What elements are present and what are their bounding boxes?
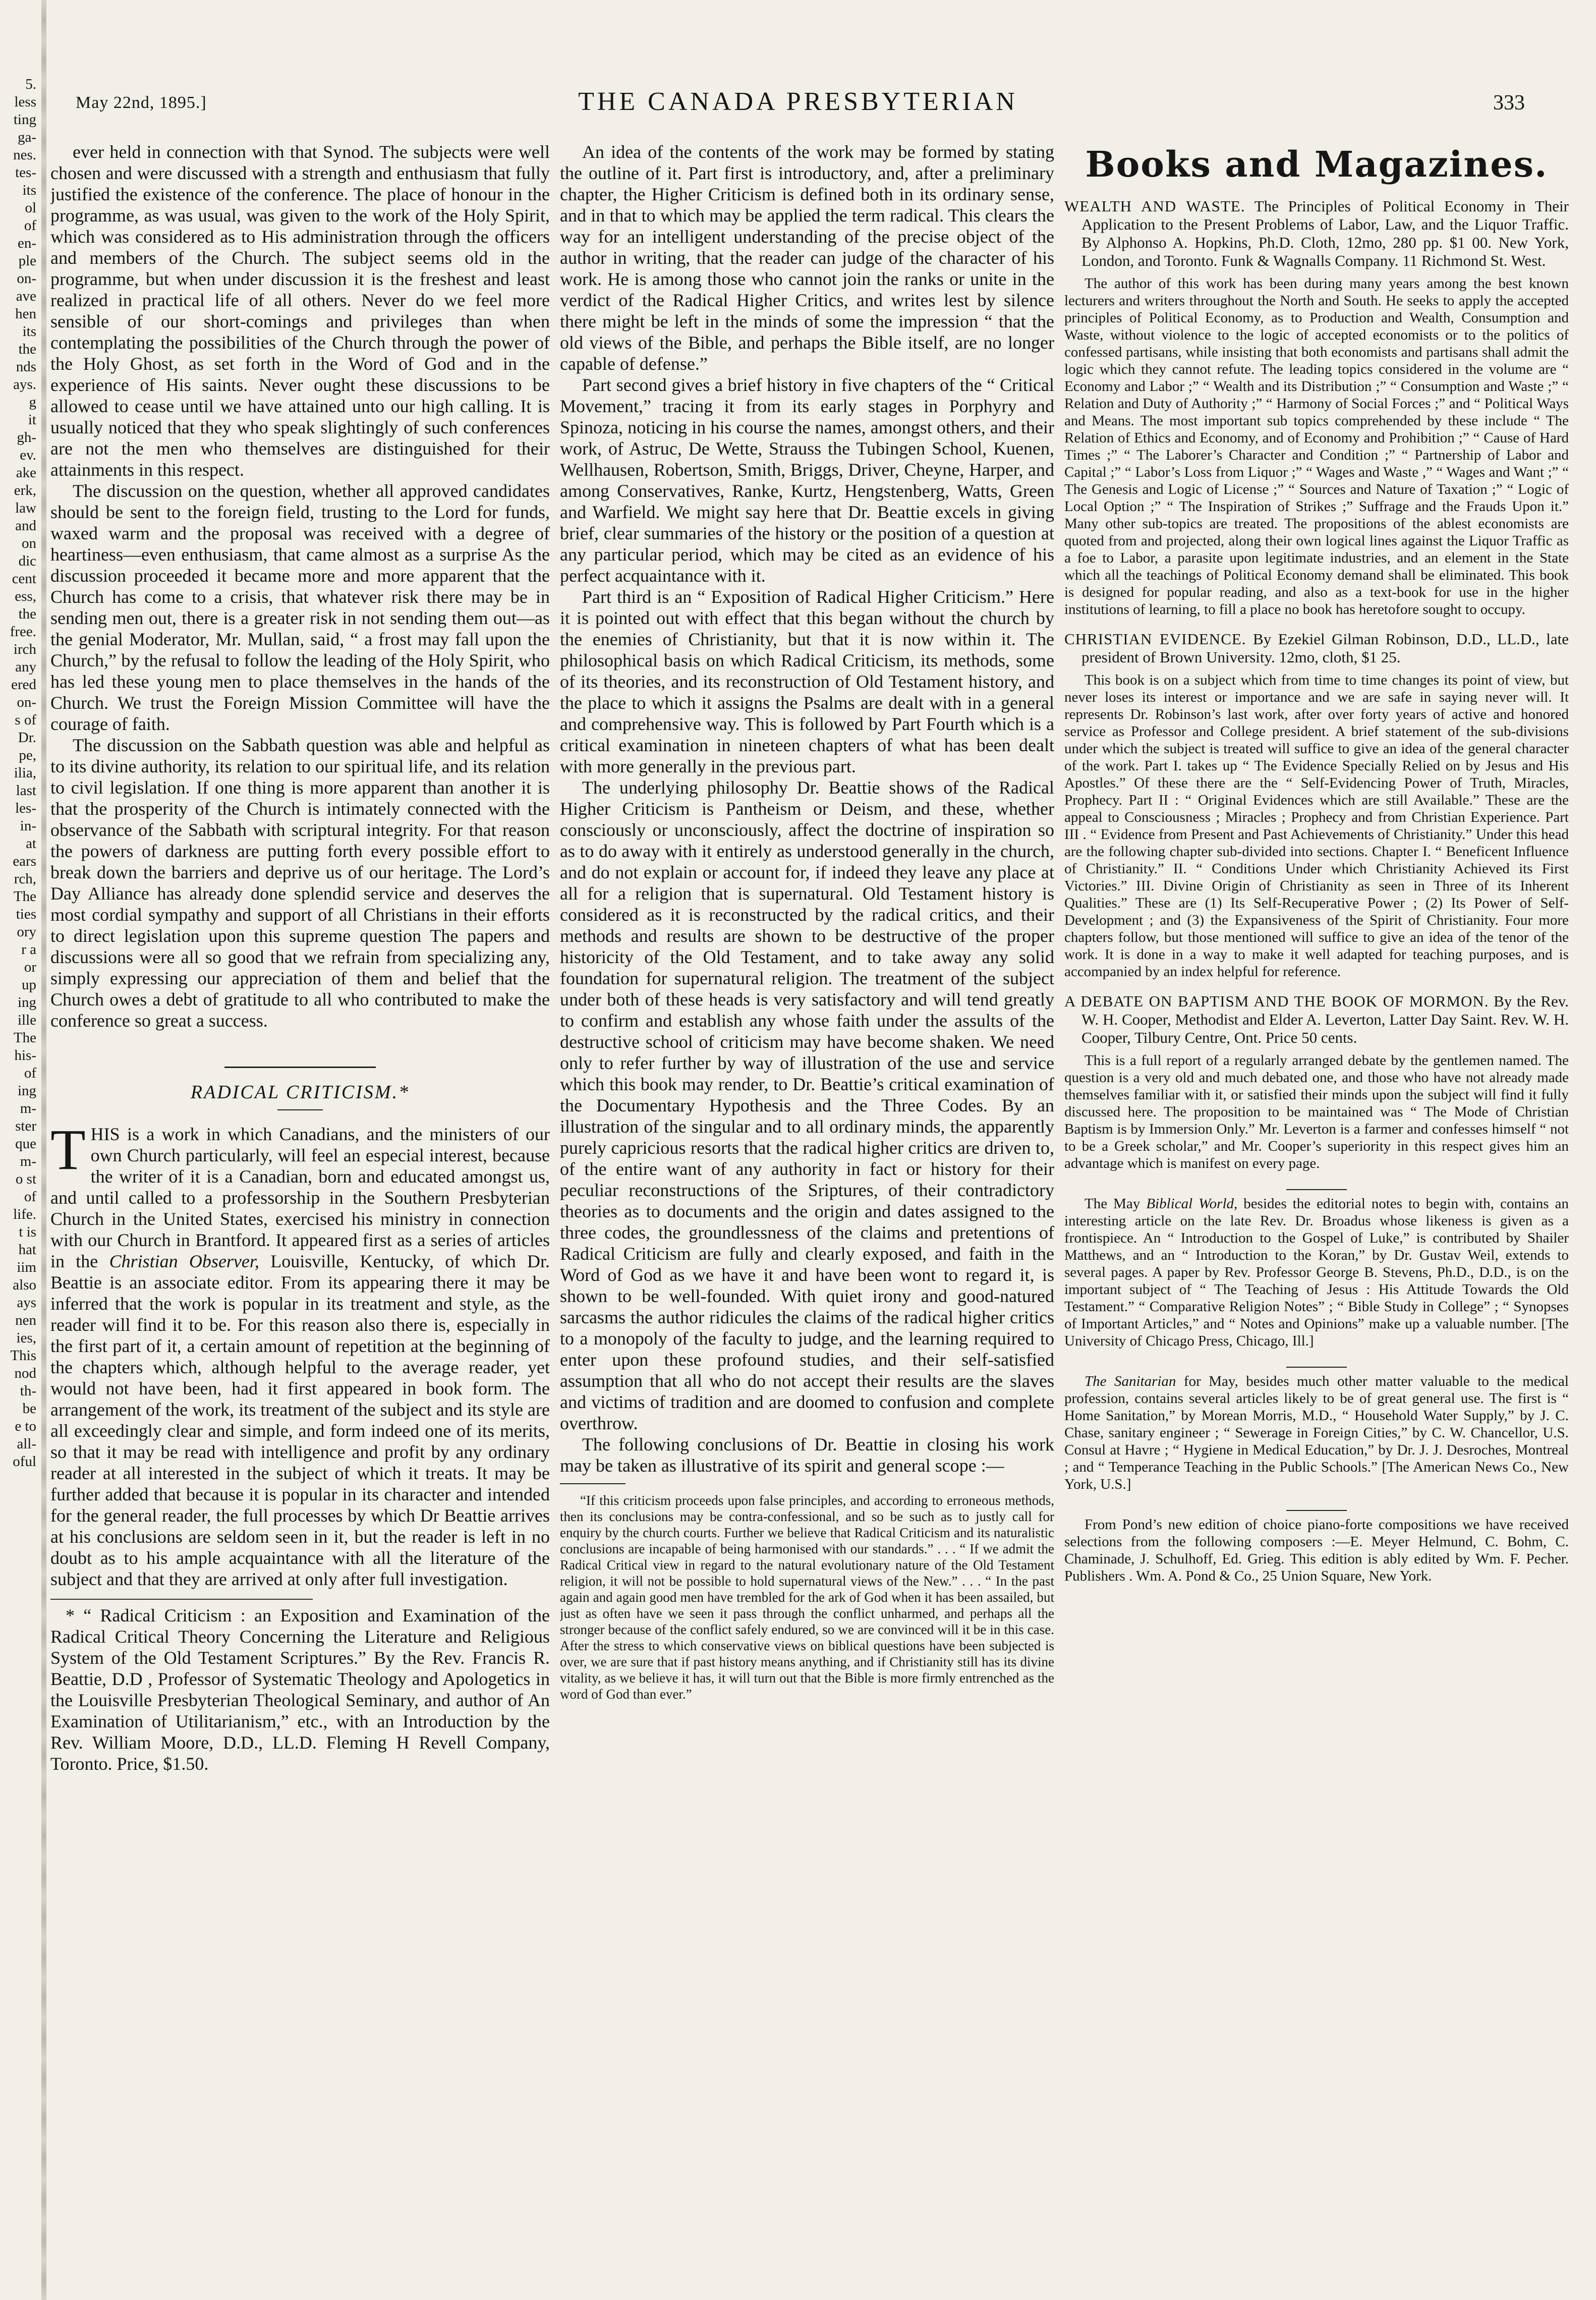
- bleed-fragment: his-: [14, 1047, 36, 1063]
- bleed-fragment: les-: [15, 800, 36, 816]
- bleed-fragment: dic: [18, 553, 36, 569]
- book-details: The Principles of Political Economy in Their Application to the Present Problems of Labor, Law, and the Liquor Traffic. By Alphonso A. Hopkins, Ph.D. Cloth, 12mo, 280 pp. $1 00. New York, London, and Toronto. Funk & Wagnalls Company. 11 Richmond St. West.: [1081, 197, 1569, 269]
- bleed-fragment: or: [24, 959, 36, 975]
- bleed-fragment: on-: [17, 694, 36, 710]
- bleed-fragment: ays: [17, 1295, 36, 1311]
- bleed-fragment: law: [15, 500, 36, 516]
- bleed-fragment: Dr.: [18, 730, 36, 746]
- bleed-fragment: in-: [20, 818, 36, 834]
- bleed-fragment: ays.: [13, 376, 36, 392]
- article-paragraph: The discussion on the question, whether all approved candidates should be sent to the foreign field, trusting to the Lord for funds, waxed warm and the proposal was received with a degree of heartiness—even enthusiasm, that came almost as a surprise As the discussion proceeded it became more and more apparent that the Church has come to a crisis, that whatever risk there may be in sending men out, there is a greater risk in not sending them out—as the genial Moderator, Mr. Mullan, said, “ a frost may fall upon the Church,” by the refusal to follow the leading of the Holy Spirit, who has led these young men to place themselves in the hands of the Church. We trust the Foreign Mission Committee will have the courage of faith.: [50, 481, 550, 734]
- bleed-fragment: ears: [13, 853, 36, 869]
- bleed-fragment: erk,: [14, 482, 36, 498]
- article-paragraph: The underlying philosophy Dr. Beattie shows of the Radical Higher Criticism is Pantheism or Deism, and these, whether consciously or unconsciously, affect the doctrine of inspiration so as to do away with it entirely as understood generally in the church, and do not explain or account for, if indeed they leave any place at all for a religion that is supernatural. Old Testament history is considered as it is reconstructed by the radical critics, and their methods and results are shown to be destructive of the proper historicity of the Old Testament, and to take away any solid foundation for supernatural religion. The treatment of the subject under both of these heads is very satisfactory and will tend greatly to confirm and establish any whose faith under the assults of the destructive school of criticism may have become shaken. We need only to refer further by way of illustration of the use and service which this book may render, to Dr. Beattie’s critical examination of the Documentary Hypothesis and the Three Codes. By an illustration of the singular and to all ordinary minds, the apparently purely capricious resorts that the radical higher critics are driven to, of the entire want of any authority in fact or history for their peculiar reconstructions of the Sriptures, of their contradictory theories as to documents and the origin and dates assigned to the three codes, the groundlessness of the claims and pretentions of Radical Criticism are fully and clearly exposed, and faith in the Word of God as we have it and have been wont to regard it, is shown to be well-founded. With quiet irony and good-natured sarcasms the author ridicules the claims of the radical higher critics to a monopoly of the faculty to judge, and the learning required to enter upon these profound studies, and their self-satisfied assumption that all who do not accept their results are the slaves and victims of tradition and are doomed to confusion and complete overthrow.: [560, 777, 1054, 1433]
- section-rule: [1286, 1189, 1347, 1190]
- bleed-fragment: ave: [16, 288, 36, 304]
- bleed-fragment: tes-: [15, 164, 36, 181]
- bleed-fragment: the: [18, 341, 36, 357]
- bleed-fragment: be: [22, 1400, 36, 1417]
- bleed-fragment: iim: [17, 1259, 36, 1275]
- bleed-fragment: its: [22, 323, 36, 340]
- bleed-fragment: ing: [17, 1083, 36, 1099]
- footnote: * “ Radical Criticism : an Exposition and Examination of the Radical Critical Theory Concerning the Literature and Religious System of the Old Testament Scriptures.” By the Rev. Francis R. Beattie, D.D , Professor of Systematic Theology and Apologetics in the Louisville Presbyterian Theological Seminary, and author of An Examination of Utilitarianism,” etc., with an Introduction by the Rev. William Moore, D.D., LL.D. Fleming H Revell Company, Toronto. Price, $1.50.: [50, 1605, 550, 1774]
- bleed-fragment: of: [24, 1065, 36, 1081]
- bleed-fragment: any: [15, 659, 36, 675]
- book-details: By the Rev. W. H. Cooper, Methodist and Elder A. Leverton, Latter Day Saint. Rev. W. H. Cooper, Tilbury Centre, Ont. Price 50 cents.: [1081, 992, 1569, 1046]
- bleed-fragment: its: [22, 182, 36, 198]
- bleed-fragment: ting: [13, 111, 36, 128]
- bleed-fragment: The: [13, 1030, 36, 1046]
- radical-criticism-intro: [50, 1117, 550, 1590]
- masthead-title: THE CANADA PRESBYTERIAN: [578, 87, 1018, 116]
- bleed-fragment: ple: [18, 253, 36, 269]
- article-paragraph: The following conclusions of Dr. Beattie in closing his work may be taken as illustrative of its spirit and general scope :—: [560, 1434, 1054, 1476]
- magazine-notice: [1064, 1195, 1569, 1350]
- previous-page-bleed: [0, 76, 41, 2245]
- article-paragraph: The discussion on the Sabbath question was able and helpful as to its divine authority, its relation to our spiritual life, and its relation to civil legislation. If one thing is more apparent than another it is that the prosperity of the Church is intimately connected with the observance of the Sabbath with scriptural integrity. For that reason the powers of darkness are putting forth every possible effort to break down the barriers and deprive us of our heritage. The Lord’s Day Alliance has already done splendid service and deserves the most cordial sympathy and support of all Christians in their efforts to direct legislation upon this supreme question The papers and discussions were all so good that we refrain from specializing any, simply expressing our appreciation of them and belief that the Church owes a debt of gratitude to all who contributed to make the conference so great a success.: [50, 735, 550, 1031]
- bleed-fragment: ess,: [15, 588, 36, 604]
- article-paragraph: An idea of the contents of the work may be formed by stating the outline of it. Part first is introductory, and, after a preliminary chapter, the Higher Criticism is defined both in its ordinary sense, and in that to which may be applied the term radical. This clears the way for an intelligent understanding of the precise object of the author in writing, that the reader can judge of the character of his work. He is among those who cannot join the ranks or unite in the verdict of the Radical Higher Critics, and writes lest by silence there might be left in the minds of some the impression “ that the old views of the Bible, and perhaps the Bible itself, are no longer capable of defense.”: [560, 142, 1054, 374]
- bleed-fragment: r a: [21, 941, 36, 958]
- book-entry-heading: [1064, 197, 1569, 270]
- page-spine: [41, 0, 46, 2300]
- intro-text-cont: Louisville, Kentucky, of which Dr. Beattie is an associate editor. From its appearing there it may be inferred that the work is popular in its treatment and style, as the reader will find it to be. For this reason also there is, especially in the first part of it, a certain amount of repetition at the beginning of the chapters which, although helpful to the average reader, yet would not have been, had it first appeared in book form. The arrangement of the work, its treatment of the subject and its style are all exceedingly clear and simple, and form indeed one of its merits, so that it may be read with intelligence and profit by any ordinary reader at all interested in the subject of which it treats. It may be further added that because it is popular in its character and intended for the general reader, the full processes by which Dr Beattie arrives at his conclusions are seldom seen in it, but the reader is left in no doubt as to his ample acquaintance with all the literature of the subject and that they are arrived at only after full investigation.: [50, 1251, 550, 1589]
- column-middle: [560, 141, 1054, 2270]
- bleed-fragment: m-: [20, 1153, 36, 1169]
- page-number: 333: [1493, 91, 1525, 115]
- bleed-fragment: e to: [15, 1418, 36, 1434]
- bleed-fragment: g: [29, 394, 36, 410]
- quote-rule: [560, 1483, 625, 1484]
- notice-text: The May: [1085, 1196, 1147, 1212]
- issue-date: May 22nd, 1895.]: [76, 93, 207, 112]
- column-left: [50, 141, 550, 2270]
- bleed-fragment: it: [28, 412, 36, 428]
- book-title: WEALTH AND WASTE.: [1064, 197, 1245, 215]
- notice-text: for May, besides much other matter valuable to the medical profession, contains several articles likely to be of great general use. The first is “ Home Sanitation,” by Morean Morris, M.D., “ Household Water Supply,” by J. C. Chase, sanitary engineer ; “ Sewerage in Foreign Cities,” by C. W. Chancellor, U.S. Consul at Havre ; “ Hygiene in Medical Education,” by Dr. J. J. Desroches, Montreal ; and “ Temperance Teaching in the Public Schools.” [The American News Co., New York, U.S.]: [1064, 1373, 1569, 1492]
- bleed-fragment: m-: [20, 1100, 36, 1116]
- bleed-fragment: of: [24, 217, 36, 234]
- bleed-fragment: ies,: [16, 1330, 36, 1346]
- publication-name: Christian Observer,: [109, 1251, 259, 1271]
- bleed-fragment: hen: [15, 306, 36, 322]
- bleed-fragment: ered: [11, 677, 36, 693]
- bleed-fragment: and: [15, 518, 36, 534]
- book-entry-heading: [1064, 630, 1569, 666]
- bleed-fragment: que: [15, 1136, 36, 1152]
- magazine-title: Biblical World,: [1146, 1196, 1238, 1212]
- bleed-fragment: gh-: [17, 429, 36, 445]
- bleed-fragment: ilia,: [14, 765, 36, 781]
- article-paragraph: Part second gives a brief history in five chapters of the “ Critical Movement,” tracing it from its early stages in Porphyry and Spinoza, noticing in his course the names, amongst others, and their work, of Astruc, De Wette, Strauss the Tubingen School, Kuenen, Wellhausen, Robertson, Smith, Briggs, Driver, Cheyne, Harper, and among Conservatives, Ranke, Kurtz, Hengstenberg, Watts, Green and Warfield. We might say here that Dr. Beattie excels in giving brief, clear summaries of the history or the position of a question at any particular period, which may be cited as an evidence of his perfect acquaintance with it.: [560, 375, 1054, 586]
- books-and-magazines-heading: Books and Magazines.: [1085, 143, 1548, 185]
- footnote-rule: [50, 1599, 313, 1605]
- book-review: This book is on a subject which from time to time changes its point of view, but never loses its interest or importance and we are safe in saying never will. It represents Dr. Robinson’s last work, after over forty years of active and honored service as Professor and College president. A brief statement of the sub-divisions under which the subject is treated will suffice to give an idea of the general character of the work. Part I. takes up “ The Evidence Specially Relied on by Jesus and His Apostles.” Of these there are the “ Self-Evidencing Power of Truth, Miracles, Prophecy. Part II : “ Original Evidences which are still Available.” These are the appeal to Consciousness ; Miracles ; Prophecy and from Christian Experience. Part III . “ Evidence from Present and Past Achievements of Christianity.” Under this head are the following chapter sub-divided into sections. Chapter I. “ Beneficent Influence of Christianity.” II. “ Conditions Under which Christianity Achieved its First Victories.” III. Divine Origin of Christianity as seen in Three of its Inherent Qualities.” These are (1) Its Self-Recuperative Power ; (2) Its Power of Self-Development ; and (3) the Expansiveness of the Spirit of Christianity. Four more chapters follow, but those mentioned will suffice to give an idea of the tenor of the work. It is done in a way to make it well adapted for teaching purposes, and is accompanied by an index helpful for reference.: [1064, 672, 1569, 980]
- bleed-fragment: ing: [17, 994, 36, 1011]
- section-rule: [1286, 1510, 1347, 1511]
- book-entry-heading: [1064, 992, 1569, 1047]
- magazine-title: The Sanitarian: [1085, 1373, 1176, 1389]
- article-paragraph: ever held in connection with that Synod. The subjects were well chosen and were discussed with a strength and enthusiasm that fully justified the existence of the conference. The place of honour in the programme, as was usual, was given to the work of the Holy Spirit, which was considered as to His administration through the officers and members of the Church. The subject seems old in the programme, but when under discussion it is the freshest and least realized in practical life of all others. Never do we feel more sensible of our short-comings and privileges than when contemplating the possibilities of the Church through the power of the Holy Ghost, as set forth in the Word of God and in the experience of His saints. Never ought these discussions to be allowed to cease until we have attained unto our high calling. It is usually noticed that they who speak slightingly of such conferences are not the men who themselves are distinguished for their attainments in this respect.: [50, 142, 550, 480]
- book-review: This is a full report of a regularly arranged debate by the gentlemen named. The question is a very old and much debated one, and those who have not already made themselves familiar with it, or satisfied their minds upon the subject will find it fully discussed here. The proposition to be maintained was “ The Mode of Christian Baptism is by Immersion Only.” Mr. Leverton is a farmer and confesses himself “ not to be a Greek scholar,” and Mr. Cooper’s superiority in this respect gives him an advantage which is manifest on every page.: [1064, 1052, 1569, 1171]
- bleed-fragment: of: [24, 1189, 36, 1205]
- bleed-fragment: ga-: [17, 129, 36, 145]
- bleed-fragment: ake: [16, 465, 36, 481]
- bleed-fragment: th-: [20, 1383, 36, 1399]
- bleed-fragment: nes.: [13, 147, 36, 163]
- bleed-fragment: ory: [17, 924, 36, 940]
- bleed-fragment: ol: [25, 200, 36, 216]
- section-rule: [224, 1067, 376, 1068]
- notice-text: besides the editorial notes to begin with, contains an interesting article on the late Rev. Dr. Broadus whose likeness is given as a frontispiece. An “ Introduction to the Gospel of Luke,” is contributed by Shailer Matthews, and an “ Introduction to the Koran,” by Dr. Gustav Weil, extends to several pages. A paper by Rev. Professor George B. Stevens, Ph.D., D.D., is on the important subject of “ The Teaching of Jesus : His Attitude Towards the Old Testament.” “ Comparative Religion Notes” ; “ Bible Study in College” ; “ Synopses of Important Articles,” and “ Notes and Opinions” make up a valuable number. [The University of Chicago Press, Chicago, Ill.]: [1064, 1196, 1569, 1349]
- bleed-fragment: less: [14, 94, 36, 110]
- book-details: By Ezekiel Gilman Robinson, D.D., LL.D., late president of Brown University. 12mo, cloth, $1 25.: [1081, 630, 1569, 666]
- bleed-fragment: s of: [15, 712, 36, 728]
- bleed-fragment: pe,: [19, 747, 36, 763]
- bleed-fragment: en-: [17, 235, 36, 251]
- bleed-fragment: The: [13, 888, 36, 905]
- bleed-fragment: nen: [15, 1312, 36, 1328]
- book-review: The author of this work has been during many years among the best known lecturers and writers throughout the North and South. He seeks to apply the accepted principles of Political Economy, as to Production and Wealth, Consumption and Waste, without violence to the logic of accepted economists or to the politics of confessed partisans, while insisting that both economists and partisans shall admit the logic which they cannot refute. The leading topics considered in the volume are “ Economy and Labor ;” “ Wealth and its Distribution ;” “ Consumption and Waste ;” “ Relation and Duty of Authority ;” “ Harmony of Social Forces ;” and “ Political Ways and Means. The most important sub topics comprehended by these include “ The Relation of Ethics and Economy, and of Economy and Prohibition ;” “ Cause of Hard Times ;” “ The Laborer’s Character and Condition ;” “ Partnership of Labor and Capital ;” “ Labor’s Loss from Liquor ;” “ Wages and Waste ,” “ Wages and Want ;” “ The Genesis and Logic of License ;” “ Sources and Nature of Taxation ;” “ Logic of Local Option ;” “ The Inspiration of Strikes ;” Suffrage and the Frauds Upon it.” Many other sub-topics are treated. The propositions of the ablest economists are quoted from and projected, along their own logical lines against the Liquor Traffic as a foe to Labor, a parasite upon legitimate industries, and an element in the State which all the teachings of Political Economy demand shall be eliminated. This book is designed for popular reading, and also as a text-book for use in the higher institutions of learning, to fill a place no book has heretofore sought to occupy.: [1064, 275, 1569, 618]
- radical-criticism-heading: RADICAL CRITICISM.*: [190, 1082, 410, 1103]
- bleed-fragment: oful: [13, 1453, 36, 1470]
- bleed-fragment: on: [22, 535, 36, 551]
- block-quote: “If this criticism proceeds upon false principles, and according to erroneous methods, then its conclusions may be contra-confessional, and so be such as to justly call for enquiry by the church courts. Further we believe that Radical Criticism and its naturalistic conclusions are incapable of being harmonised with our standards.” . . . “ If we admit the Radical Critical view in regard to the natural evolutionary nature of the Old Testament religion, it will not be possible to hold supernatural views of the New.” . . . “ In the past again and again good men have trembled for the ark of God when it has been assailed, but just as often have we seen it pass through the conflict unharmed, and perhaps all the stronger because of the conflict safely endured, so we are convinced will it be in this case. After the stress to which conservative views on biblical questions have been subjected is over, we are sure that if past history means anything, and if Christianity still has its divine vitality, as we believe it has, it will turn out that the Bible is more firmly entrenched as the word of God than ever.”: [560, 1493, 1054, 1702]
- book-title: A DEBATE ON BAPTISM AND THE BOOK OF MORMON.: [1064, 992, 1489, 1010]
- bleed-fragment: irch: [13, 641, 36, 657]
- bleed-fragment: ille: [17, 1012, 36, 1028]
- magazine-notice: [1064, 1373, 1569, 1493]
- bleed-fragment: at: [26, 835, 36, 852]
- bleed-fragment: also: [13, 1277, 36, 1293]
- column-right: [1064, 141, 1569, 2270]
- bleed-fragment: free.: [10, 624, 36, 640]
- bleed-fragment: the: [18, 606, 36, 622]
- bleed-fragment: on-: [17, 270, 36, 287]
- section-rule: [1286, 1367, 1347, 1368]
- intro-text: HIS is a work in which Canadians, and the ministers of our own Church particularly, will feel an especial interest, because the writer of it is a Canadian, born and educated amongst us, and until called to a professorship in the Southern Presbyterian Church in the United States, exercised his ministry in connection with our Church in Brantford. It appeared first as a series of articles in the: [50, 1124, 550, 1271]
- bleed-fragment: up: [22, 977, 36, 993]
- bleed-fragment: ster: [15, 1118, 36, 1134]
- bleed-fragment: all-: [17, 1436, 36, 1452]
- bleed-fragment: last: [16, 782, 36, 799]
- bleed-fragment: rch,: [14, 871, 36, 887]
- bleed-fragment: cent: [12, 571, 36, 587]
- heading-rule: [277, 1109, 323, 1110]
- bleed-fragment: life.: [13, 1206, 36, 1222]
- bleed-fragment: hat: [18, 1242, 36, 1258]
- book-title: CHRISTIAN EVIDENCE.: [1064, 630, 1246, 648]
- bleed-fragment: 5.: [25, 76, 36, 92]
- bleed-fragment: t is: [19, 1224, 36, 1240]
- drop-cap: T: [50, 1117, 86, 1182]
- article-paragraph: Part third is an “ Exposition of Radical Higher Criticism.” Here it is pointed out with effect that this began without the church by the enemies of Christianity, but that it is now within it. The philosophical basis on which Radical Criticism, its methods, some of its theories, and its reconstruction of Old Testament history, and the place to which it assigns the Psalms are dealt with in a general and comprehensive way. This is followed by Part Fourth which is a critical examination in nineteen chapters of what has been dealt with more generally in the previous part.: [560, 587, 1054, 776]
- bleed-fragment: nod: [14, 1365, 36, 1381]
- music-notice: From Pond’s new edition of choice piano-forte compositions we have received selections from the following composers :—E. Meyer Helmund, C. Bohm, C. Chaminade, J. Schulhoff, Ed. Grieg. This edition is ably edited by Wm. F. Pecher. Publishers . Wm. A. Pond & Co., 25 Union Square, New York.: [1064, 1517, 1569, 1584]
- bleed-fragment: This: [10, 1348, 36, 1364]
- bleed-fragment: ev.: [20, 447, 36, 463]
- bleed-fragment: nds: [16, 359, 36, 375]
- bleed-fragment: o st: [15, 1171, 36, 1187]
- bleed-fragment: ties: [16, 906, 36, 922]
